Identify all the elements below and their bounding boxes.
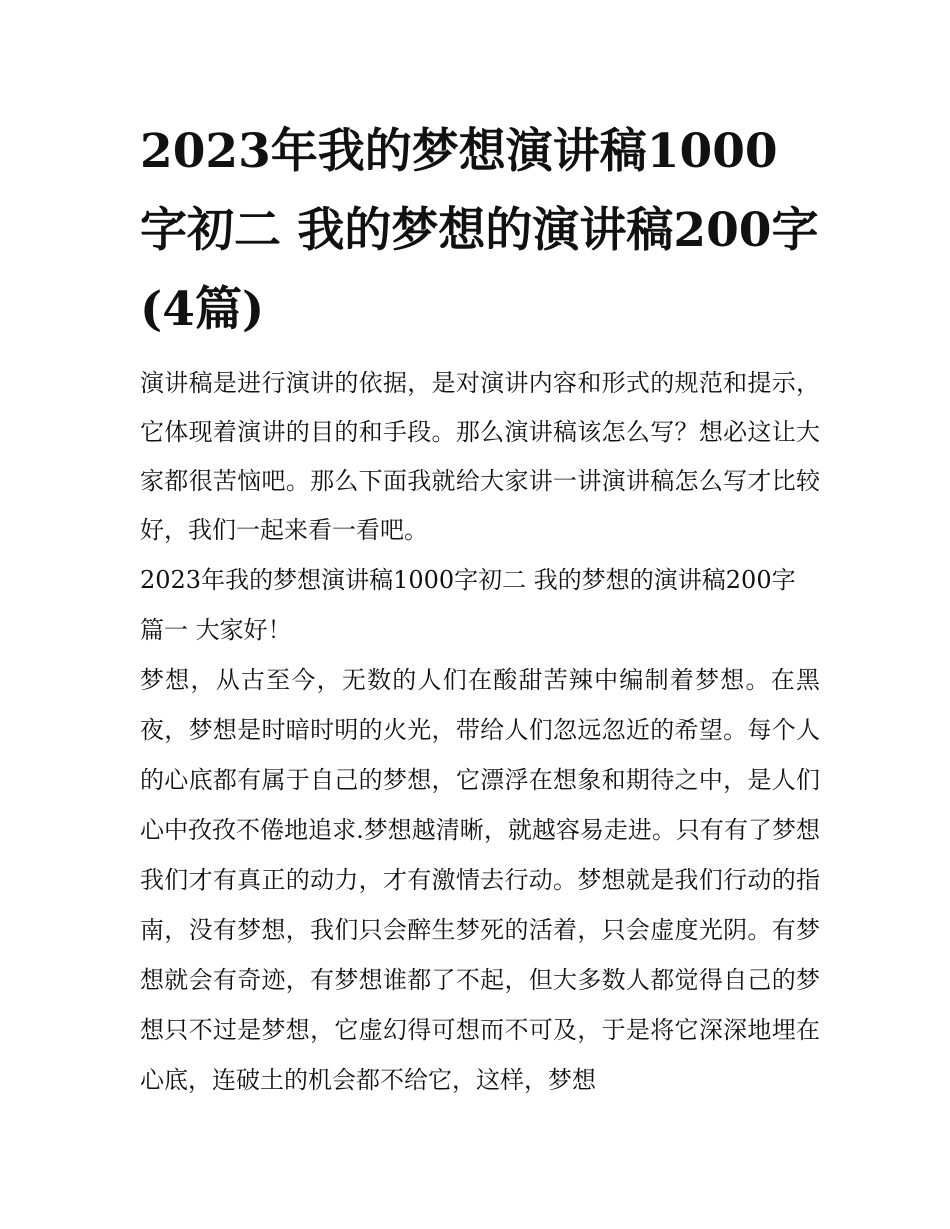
intro-paragraph: 演讲稿是进行演讲的依据，是对演讲内容和形式的规范和提示，它体现着演讲的目的和手段。那么演讲稿该怎么写？想必这让大家都很苦恼吧。那么下面我就给大家讲一讲演讲稿怎么写才比较好，我们一起来看一看吧。 xyxy=(140,369,820,544)
body-paragraph: 梦想，从古至今，无数的人们在酸甜苦辣中编制着梦想。在黑夜，梦想是时暗时明的火光，带给人们忽远忽近的希望。每个人的心底都有属于自己的梦想，它漂浮在想象和期待之中，是人们心中孜孜不倦地追求.梦想越清晰，就越容易走进。只有有了梦想我们才有真正的动力，才有激情去行动。梦想就是我们行动的指南，没有梦想，我们只会醉生梦死的活着，只会虚度光阴。有梦想就会有奇迹，有梦想谁都了不起，但大多数人都觉得自己的梦想只不过是梦想，它虚幻得可想而不可及，于是将它深深地埋在心底，连破土的机会都不给它，这样，梦想 xyxy=(140,666,820,1094)
document-title: 2023年我的梦想演讲稿1000字初二 我的梦想的演讲稿200字(4篇) xyxy=(140,124,819,337)
section-label: 篇一 大家好！ xyxy=(140,616,292,644)
section-heading: 2023年我的梦想演讲稿1000字初二 我的梦想的演讲稿200字 xyxy=(140,566,796,594)
document-page xyxy=(140,112,820,1105)
